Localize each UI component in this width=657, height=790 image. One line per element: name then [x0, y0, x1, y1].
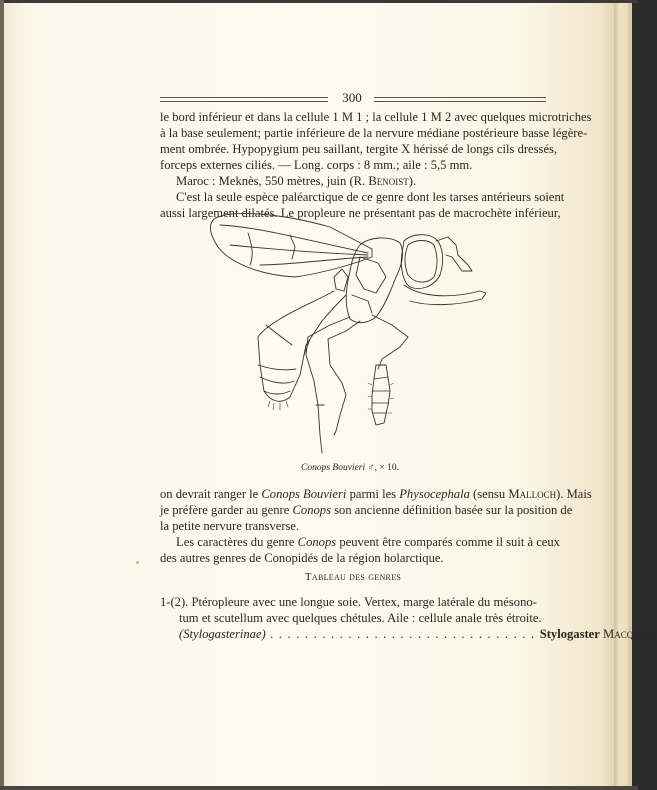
text-run: ). Mais	[556, 487, 592, 501]
key-entry-1	[160, 594, 657, 642]
table-title: Tableau des genres	[304, 571, 402, 583]
text-line: à la base seulement; partie inférieure de la nervure médiane postérieure basse légère-	[160, 126, 588, 140]
text-line: ment ombrée. Hypopygium peu saillant, tergite X hérissé de longs cils dressés,	[160, 142, 558, 156]
header-rule-right	[374, 97, 546, 102]
genus-result: Stylogaster	[539, 627, 600, 641]
leader-dots: . . . . . . . . . . . . . . . . . . . . . . . . . . . . . . .	[265, 627, 540, 641]
text-run: parmi les	[346, 487, 400, 501]
paper-speck	[136, 561, 139, 564]
male-symbol-icon: ♂	[367, 463, 375, 473]
text-run: on devrait ranger le	[160, 487, 262, 501]
locality-line	[160, 173, 546, 189]
genus-author: Macquart	[603, 627, 657, 641]
page-number: 300	[342, 90, 362, 105]
locality-text: Maroc : Meknès, 550 mètres, juin (R.	[176, 174, 369, 188]
scan-bottom-border	[0, 786, 638, 790]
key-number: 1-(2).	[160, 595, 189, 609]
key-line: tum et scutellum avec quelques chétules. Aile : cellule anale très étroite.	[179, 611, 542, 625]
key-text: Ptéropleure avec une longue soie. Vertex, marge latérale du mésono-	[188, 595, 537, 609]
key-line	[160, 626, 657, 642]
species-name: Conops Bouvieri	[261, 487, 347, 501]
paragraph-discussion	[160, 486, 592, 566]
caption-scale: , × 10.	[374, 463, 399, 473]
text-run: Les caractères du genre	[176, 535, 298, 549]
text-run: peuvent être comparés comme il suit à ceux	[336, 535, 560, 549]
text-line	[160, 502, 573, 518]
caption-species: Conops Bouvieri	[301, 463, 366, 473]
text-line: des autres genres de Conopidés de la région holarctique.	[160, 551, 444, 565]
collector-name: Benoist	[368, 174, 409, 188]
genus-name: Conops	[297, 535, 337, 549]
text-run: je préfère garder au genre	[160, 503, 293, 517]
key-line	[160, 594, 546, 610]
text-line: C'est la seule espèce paléarctique de ce genre dont les tarses antérieurs soient	[176, 190, 565, 204]
text-line: la petite nervure transverse.	[160, 519, 300, 533]
locality-end: ).	[408, 174, 417, 188]
author-name: Malloch	[508, 487, 557, 501]
text-line	[160, 534, 560, 550]
genus-name: Physocephala	[399, 487, 470, 501]
text-line: aussi largement dilatés. Le propleure ne présentant pas de macrochète inférieur,	[160, 206, 561, 220]
page-edge-right	[614, 3, 628, 786]
figure-caption	[250, 463, 450, 473]
page-header	[160, 92, 546, 106]
genus-name: Conops	[292, 503, 331, 517]
text-line	[160, 486, 592, 502]
header-rule-left	[160, 97, 328, 102]
text-run: son ancienne définition basée sur la position de	[331, 503, 573, 517]
insect-illustration	[200, 205, 500, 455]
subfamily-name: (Stylogasterinae)	[179, 627, 266, 641]
text-run: (sensu	[469, 487, 509, 501]
text-line: le bord inférieur et dans la cellule 1 M 1 ; la cellule 1 M 2 avec quelques microtriches	[160, 110, 592, 124]
text-line: forceps externes ciliés. — Long. corps : 8 mm.; aile : 5,5 mm.	[160, 158, 473, 172]
